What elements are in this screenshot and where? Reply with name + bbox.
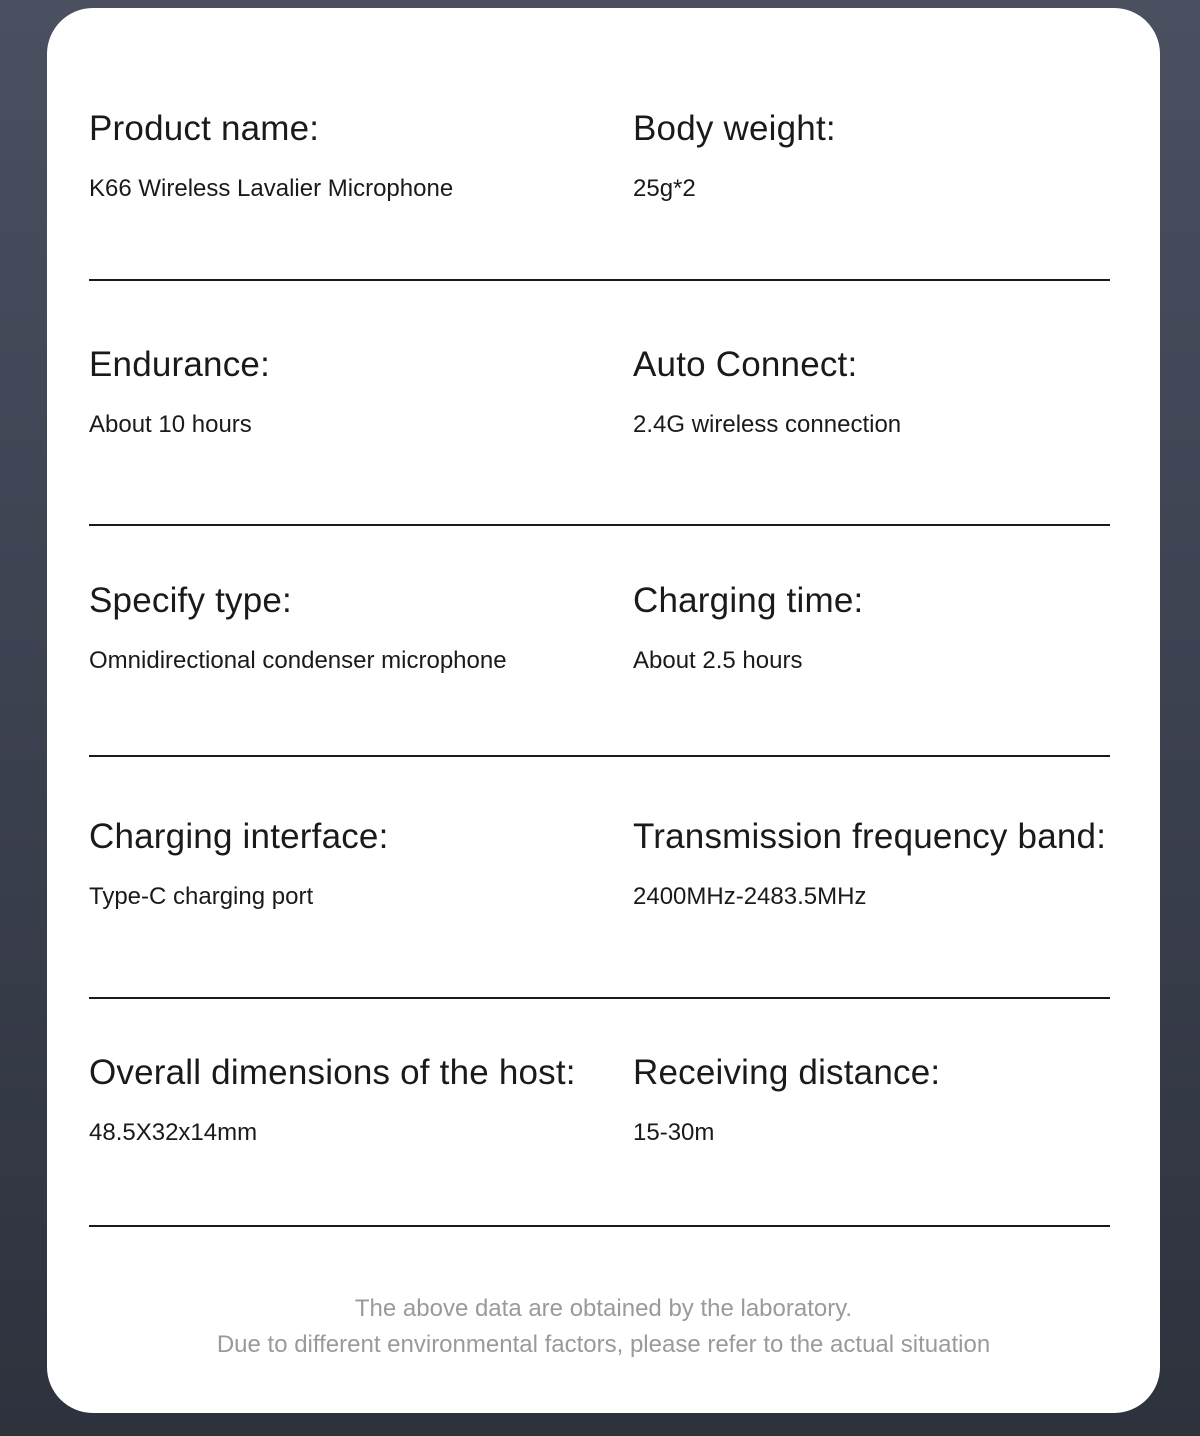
disclaimer-line-1: The above data are obtained by the laboratory. [354,1295,853,1322]
spec-card [47,8,1160,1413]
disclaimer-line-2: Due to different environmental factors, please refer to the actual situation [216,1331,991,1358]
spec-label: Body weight: [633,109,836,148]
spec-item-endurance [89,344,270,440]
spec-item-dimensions [89,1052,576,1148]
spec-item-receiving-distance [633,1052,940,1148]
spec-value: Omnidirectional condenser microphone [89,647,507,674]
spec-value: About 2.5 hours [633,647,803,674]
divider [89,755,1110,757]
spec-value: 2.4G wireless connection [633,411,902,438]
spec-item-charging-time [633,580,863,676]
spec-value: 48.5X32x14mm [89,1119,258,1146]
spec-label: Specify type: [89,581,292,620]
spec-label: Charging time: [633,581,864,620]
spec-value: Type-C charging port [89,883,314,910]
spec-label: Auto Connect: [633,345,858,384]
spec-item-charging-interface [89,816,389,912]
spec-value: 15-30m [633,1119,715,1146]
spec-item-specify-type [89,580,507,676]
spec-value: 25g*2 [633,175,696,202]
divider [89,524,1110,526]
spec-value: About 10 hours [89,411,252,438]
divider [89,997,1110,999]
spec-label: Charging interface: [89,817,389,856]
spec-label: Overall dimensions of the host: [89,1053,576,1092]
spec-value: K66 Wireless Lavalier Microphone [89,175,454,202]
spec-item-frequency-band [633,816,1106,912]
spec-item-auto-connect [633,344,901,440]
spec-item-product-name [89,108,453,204]
spec-label: Endurance: [89,345,271,384]
spec-label: Receiving distance: [633,1053,941,1092]
spec-label: Product name: [89,109,320,148]
spec-value: 2400MHz-2483.5MHz [633,883,867,910]
spec-label: Transmission frequency band: [633,817,1107,856]
divider [89,279,1110,281]
spec-item-body-weight [633,108,836,204]
divider [89,1225,1110,1227]
disclaimer-footnote [47,1291,1160,1363]
